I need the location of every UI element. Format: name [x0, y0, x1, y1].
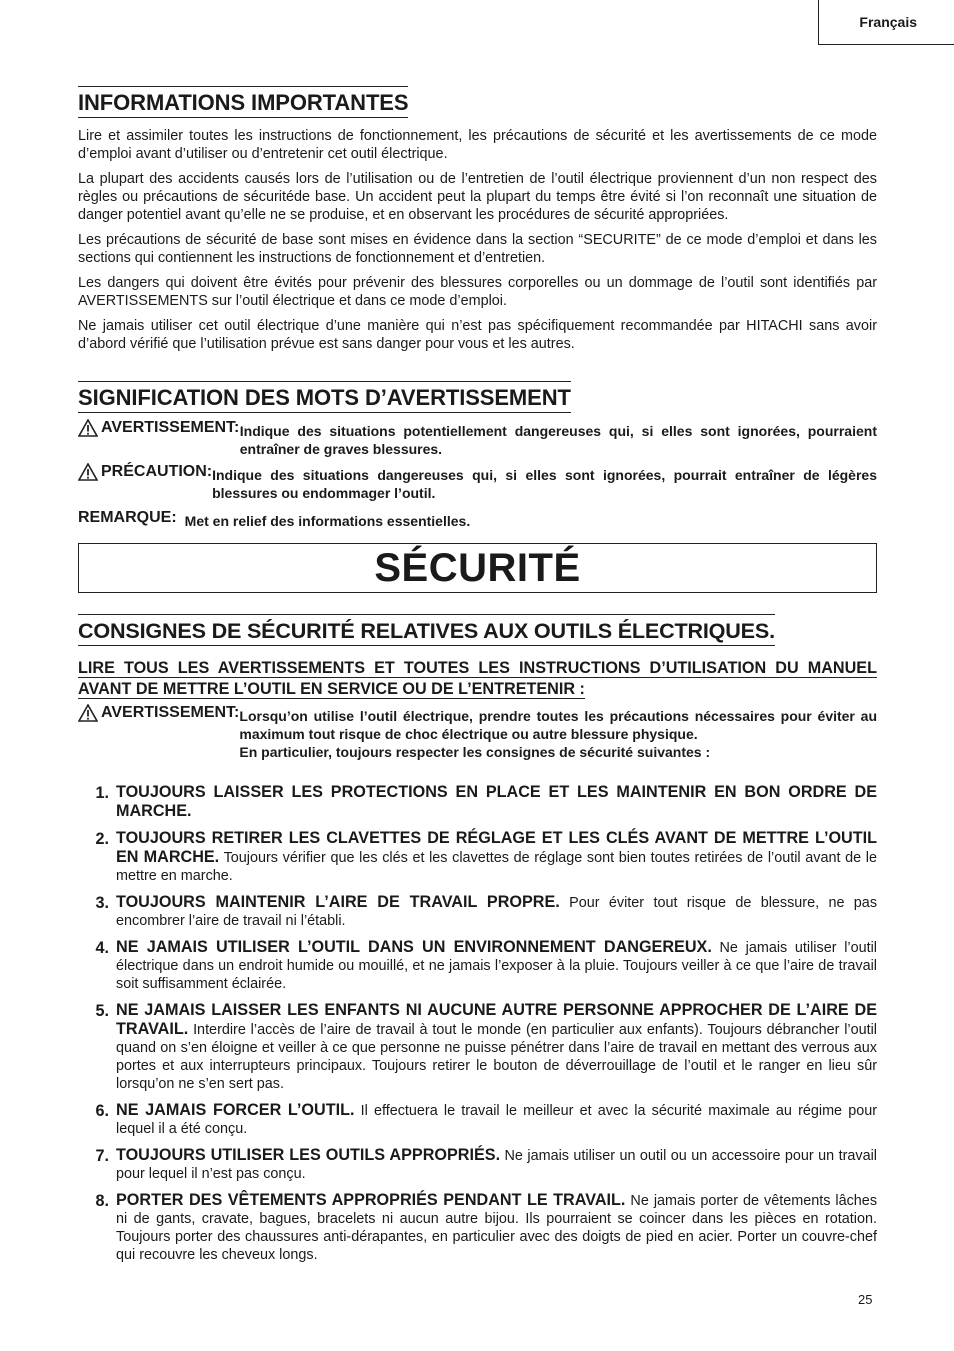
consignes-avertissement-label: AVERTISSEMENT:: [101, 704, 240, 721]
consignes-avertissement-row: [78, 704, 877, 761]
item-title: NE JAMAIS UTILISER L’OUTIL DANS UN ENVIRONNEMENT DANGEREUX.: [116, 938, 712, 956]
signification-section: [78, 381, 877, 530]
consignes-avertissement-text2: En particulier, toujours respecter les consignes de sécurité suivantes :: [239, 744, 711, 760]
informations-paragraph: Les dangers qui doivent être évités pour prévenir des blessures corporelles ou un dommage de l’outil sont identifiés par AVERTISSEMENTS sur l’outil électrique et dans ce mode d’emploi.: [78, 275, 877, 309]
item-number: 3.: [95, 894, 109, 912]
item-title: PORTER DES VÊTEMENTS APPROPRIÉS PENDANT LE TRAVAIL.: [116, 1191, 626, 1209]
precaution-text: Indique des situations dangereuses qui, si elles sont ignorées, pourrait entraîner de légères blessures ou endommager l’outil.: [212, 467, 877, 501]
item-number: 5.: [95, 1002, 109, 1020]
list-item: [78, 1001, 877, 1093]
list-item: [78, 893, 877, 930]
item-number: 1.: [95, 784, 109, 802]
informations-heading: INFORMATIONS IMPORTANTES: [78, 86, 408, 118]
consignes-section: [78, 614, 877, 1264]
lire-text: LIRE TOUS LES AVERTISSEMENTS ET TOUTES LES INSTRUCTIONS D’UTILISATION DU MANUEL AVANT DE METTRE L’OUTIL EN SERVICE OU DE L’ENTRETENIR :: [78, 659, 877, 698]
securite-title-box: [78, 543, 877, 593]
item-text: Toujours vérifier que les clés et les clavettes de réglage sont bien toutes retirées de l’outil avant de le mettre en marche.: [116, 850, 877, 884]
safety-list: [78, 783, 877, 1264]
warning-triangle-icon: [78, 463, 98, 481]
list-item: [78, 1146, 877, 1183]
item-number: 4.: [95, 939, 109, 957]
page-content: [78, 86, 877, 1272]
warning-triangle-icon: [78, 704, 98, 722]
consignes-heading: CONSIGNES DE SÉCURITÉ RELATIVES AUX OUTILS ÉLECTRIQUES.: [78, 614, 775, 646]
remarque-text: Met en relief des informations essentielles.: [184, 513, 471, 529]
list-item: [78, 938, 877, 993]
item-title: TOUJOURS RETIRER LES CLAVETTES DE RÉGLAGE ET LES CLÉS AVANT DE METTRE L’OUTIL EN MARCHE.: [116, 829, 877, 866]
warning-triangle-icon: [78, 419, 98, 437]
informations-paragraph: Lire et assimiler toutes les instructions de fonctionnement, les précautions de sécurité et les avertissements de ce mode d’emploi avant d’utiliser ou d’entretenir cet outil électrique.: [78, 128, 877, 162]
item-number: 8.: [95, 1192, 109, 1210]
informations-paragraph: La plupart des accidents causés lors de l’utilisation ou de l’entretien de l’outil électrique proviennent d’un non respect des règles ou précautions de sécuritéde base. Un accident peut la plupart du temps être évité si l’on reconnaît une situation de danger potentiel avant qu’elle ne se produise, et en observant les procédures de sécurité appropriées.: [78, 171, 877, 223]
signification-heading: SIGNIFICATION DES MOTS D’AVERTISSEMENT: [78, 381, 571, 413]
informations-section: [78, 86, 877, 353]
avertissement-label: AVERTISSEMENT:: [101, 419, 240, 436]
precaution-row: [78, 463, 877, 502]
item-title: TOUJOURS LAISSER LES PROTECTIONS EN PLACE ET LES MAINTENIR EN BON ORDRE DE MARCHE.: [116, 783, 877, 820]
page-number: 25: [858, 1292, 873, 1307]
list-item: [78, 829, 877, 885]
remarque-label: REMARQUE:: [78, 509, 177, 526]
consignes-avertissement-text: Lorsqu’on utilise l’outil électrique, prendre toutes les précautions nécessaires pour éviter au maximum tout risque de choc électrique ou autre blessure physique.: [239, 708, 877, 742]
item-text: Pour éviter tout risque de blessure, ne pas encombrer l’aire de travail ni l’établi.: [116, 895, 878, 929]
avertissement-row: [78, 419, 877, 458]
item-text: Ne jamais utiliser l’outil électrique dans un endroit humide ou mouillé, et ne jamais l’exposer à la pluie. Toujours veiller à ce que l’aire de travail soit suffisamment éclairée.: [116, 940, 877, 992]
item-text: Interdire l’accès de l’aire de travail à tout le monde (en particulier aux enfants). Toujours débrancher l’outil quand on s’en éloigne et veiller à ce que personne ne puisse pénétrer dans l’aire de travail en mettant des verrous aux portes et aux interrupteurs principaux. Toujours retirer le bouton de déverrouillage de l’outil et le ranger en lieu sûr lorsqu’on ne s’en sert pas.: [116, 1022, 878, 1092]
informations-paragraph: Les précautions de sécurité de base sont mises en évidence dans la section “SECURITE” de ce mode d’emploi et dans les sections qui contiennent les instructions de fonctionnement et d’entretien.: [78, 232, 877, 266]
item-text: Ne jamais utiliser un outil ou un accessoire pour un travail pour lequel il n’est pas conçu.: [116, 1148, 877, 1182]
language-label: Français: [859, 14, 917, 30]
item-text: Il effectuera le travail le meilleur et avec la sécurité maximale au régime pour lequel il a été conçu.: [116, 1103, 878, 1137]
lire-instruction: [78, 658, 877, 700]
item-text: Ne jamais porter de vêtements lâches ni de gants, cravate, bagues, bracelets ni aucun autre bijou. Ils pourraient se coincer dans les pièces en rotation. Toujours porter des chaussures anti-dérapantes, en particulier avec des doigts de pied en acier. Porter un couvre-chef qui recouvre les cheveux longs.: [116, 1193, 878, 1263]
informations-paragraph: Ne jamais utiliser cet outil électrique d’une manière qui n’est pas spécifiquement recommandée par HITACHI sans avoir d’abord vérifié que l’utilisation prévue est sans danger pour vous et les autres.: [78, 318, 877, 352]
item-number: 2.: [95, 830, 109, 848]
item-title: TOUJOURS MAINTENIR L’AIRE DE TRAVAIL PROPRE.: [116, 893, 560, 911]
item-number: 6.: [95, 1102, 109, 1120]
precaution-label: PRÉCAUTION:: [101, 463, 213, 480]
language-tab: [818, 0, 954, 45]
remarque-row: [78, 509, 877, 530]
list-item: [78, 1191, 877, 1264]
list-item: [78, 783, 877, 821]
item-title: NE JAMAIS LAISSER LES ENFANTS NI AUCUNE AUTRE PERSONNE APPROCHER DE L’AIRE DE TRAVAIL.: [116, 1001, 877, 1038]
item-number: 7.: [95, 1147, 109, 1165]
list-item: [78, 1101, 877, 1138]
securite-title: SÉCURITÉ: [374, 545, 581, 590]
item-title: NE JAMAIS FORCER L’OUTIL.: [116, 1101, 355, 1119]
avertissement-text: Indique des situations potentiellement dangereuses qui, si elles sont ignorées, pourraient entraîner de graves blessures.: [239, 423, 877, 457]
item-title: TOUJOURS UTILISER LES OUTILS APPROPRIÉS.: [116, 1146, 501, 1164]
